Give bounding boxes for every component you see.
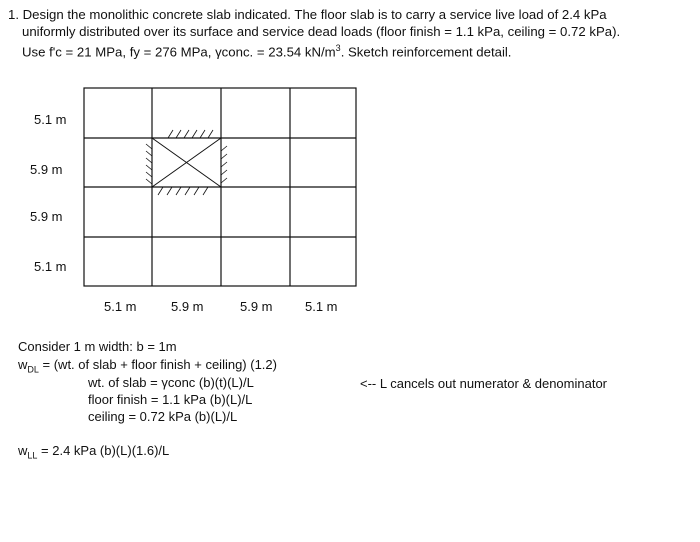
- hatch-left: [146, 165, 152, 170]
- hatch-bottom: [176, 187, 181, 195]
- hatch-left: [146, 151, 152, 156]
- row-label-4: 5.1 m: [34, 259, 67, 274]
- slab-grid: [84, 88, 356, 286]
- hatch-right: [221, 154, 227, 159]
- cancel-note: <-- L cancels out numerator & denominator: [360, 376, 608, 391]
- hatch-bottom: [194, 187, 199, 195]
- problem-line-3-a: Use f'c = 21 MPa, fy = 276 MPa, γconc. = 23.54 kN/m: [22, 44, 336, 60]
- hatch-bottom: [203, 187, 208, 195]
- hatch-top: [200, 130, 205, 138]
- slab-weight-line: wt. of slab = γconc (b)(t)(L)/L: [88, 375, 254, 390]
- width-assumption: Consider 1 m width: b = 1m: [18, 339, 177, 354]
- col-label-4: 5.1 m: [305, 299, 338, 314]
- hatch-right: [221, 146, 227, 151]
- hatch-left: [146, 158, 152, 163]
- wll-subscript: LL: [27, 450, 38, 461]
- wdl-expression: = (wt. of slab + floor finish + ceiling) (1.2): [38, 357, 277, 372]
- hatch-left: [146, 179, 152, 184]
- hatch-top: [176, 130, 181, 138]
- hatch-right: [221, 178, 227, 183]
- hatch-top: [192, 130, 197, 138]
- problem-line-3-b: . Sketch reinforcement detail.: [340, 44, 512, 60]
- hatch-top: [208, 130, 213, 138]
- wll-symbol: w: [18, 443, 28, 458]
- row-label-3: 5.9 m: [30, 209, 63, 224]
- problem-line-1: 1. Design the monolithic concrete slab indicated. The floor slab is to carry a service live load of 2.4 kPa: [8, 7, 607, 22]
- floor-finish-line: floor finish = 1.1 kPa (b)(L)/L: [88, 392, 253, 407]
- col-label-3: 5.9 m: [240, 299, 273, 314]
- wdl-subscript: DL: [27, 364, 39, 375]
- hatch-bottom: [158, 187, 163, 195]
- col-label-1: 5.1 m: [104, 299, 137, 314]
- ceiling-line: ceiling = 0.72 kPa (b)(L)/L: [88, 409, 238, 424]
- hatch-right: [221, 162, 227, 167]
- hatch-left: [146, 144, 152, 149]
- hatch-top: [184, 130, 189, 138]
- row-label-2: 5.9 m: [30, 162, 63, 177]
- hatch-bottom: [185, 187, 190, 195]
- hatch-top: [168, 130, 173, 138]
- hatch-bottom: [167, 187, 172, 195]
- problem-line-2: uniformly distributed over its surface and service dead loads (floor finish = 1.1 kPa, ceiling = 0.72 kPa).: [22, 24, 621, 39]
- cubic-exponent: 3: [335, 43, 341, 53]
- wll-expression: = 2.4 kPa (b)(L)(1.6)/L: [37, 443, 170, 458]
- row-label-1: 5.1 m: [34, 112, 67, 127]
- live-load-equation: [18, 442, 169, 465]
- col-label-2: 5.9 m: [171, 299, 204, 314]
- wdl-symbol: w: [18, 357, 28, 372]
- panel-cross-mark: [152, 138, 221, 187]
- hatch-left: [146, 172, 152, 177]
- hatch-right: [221, 170, 227, 175]
